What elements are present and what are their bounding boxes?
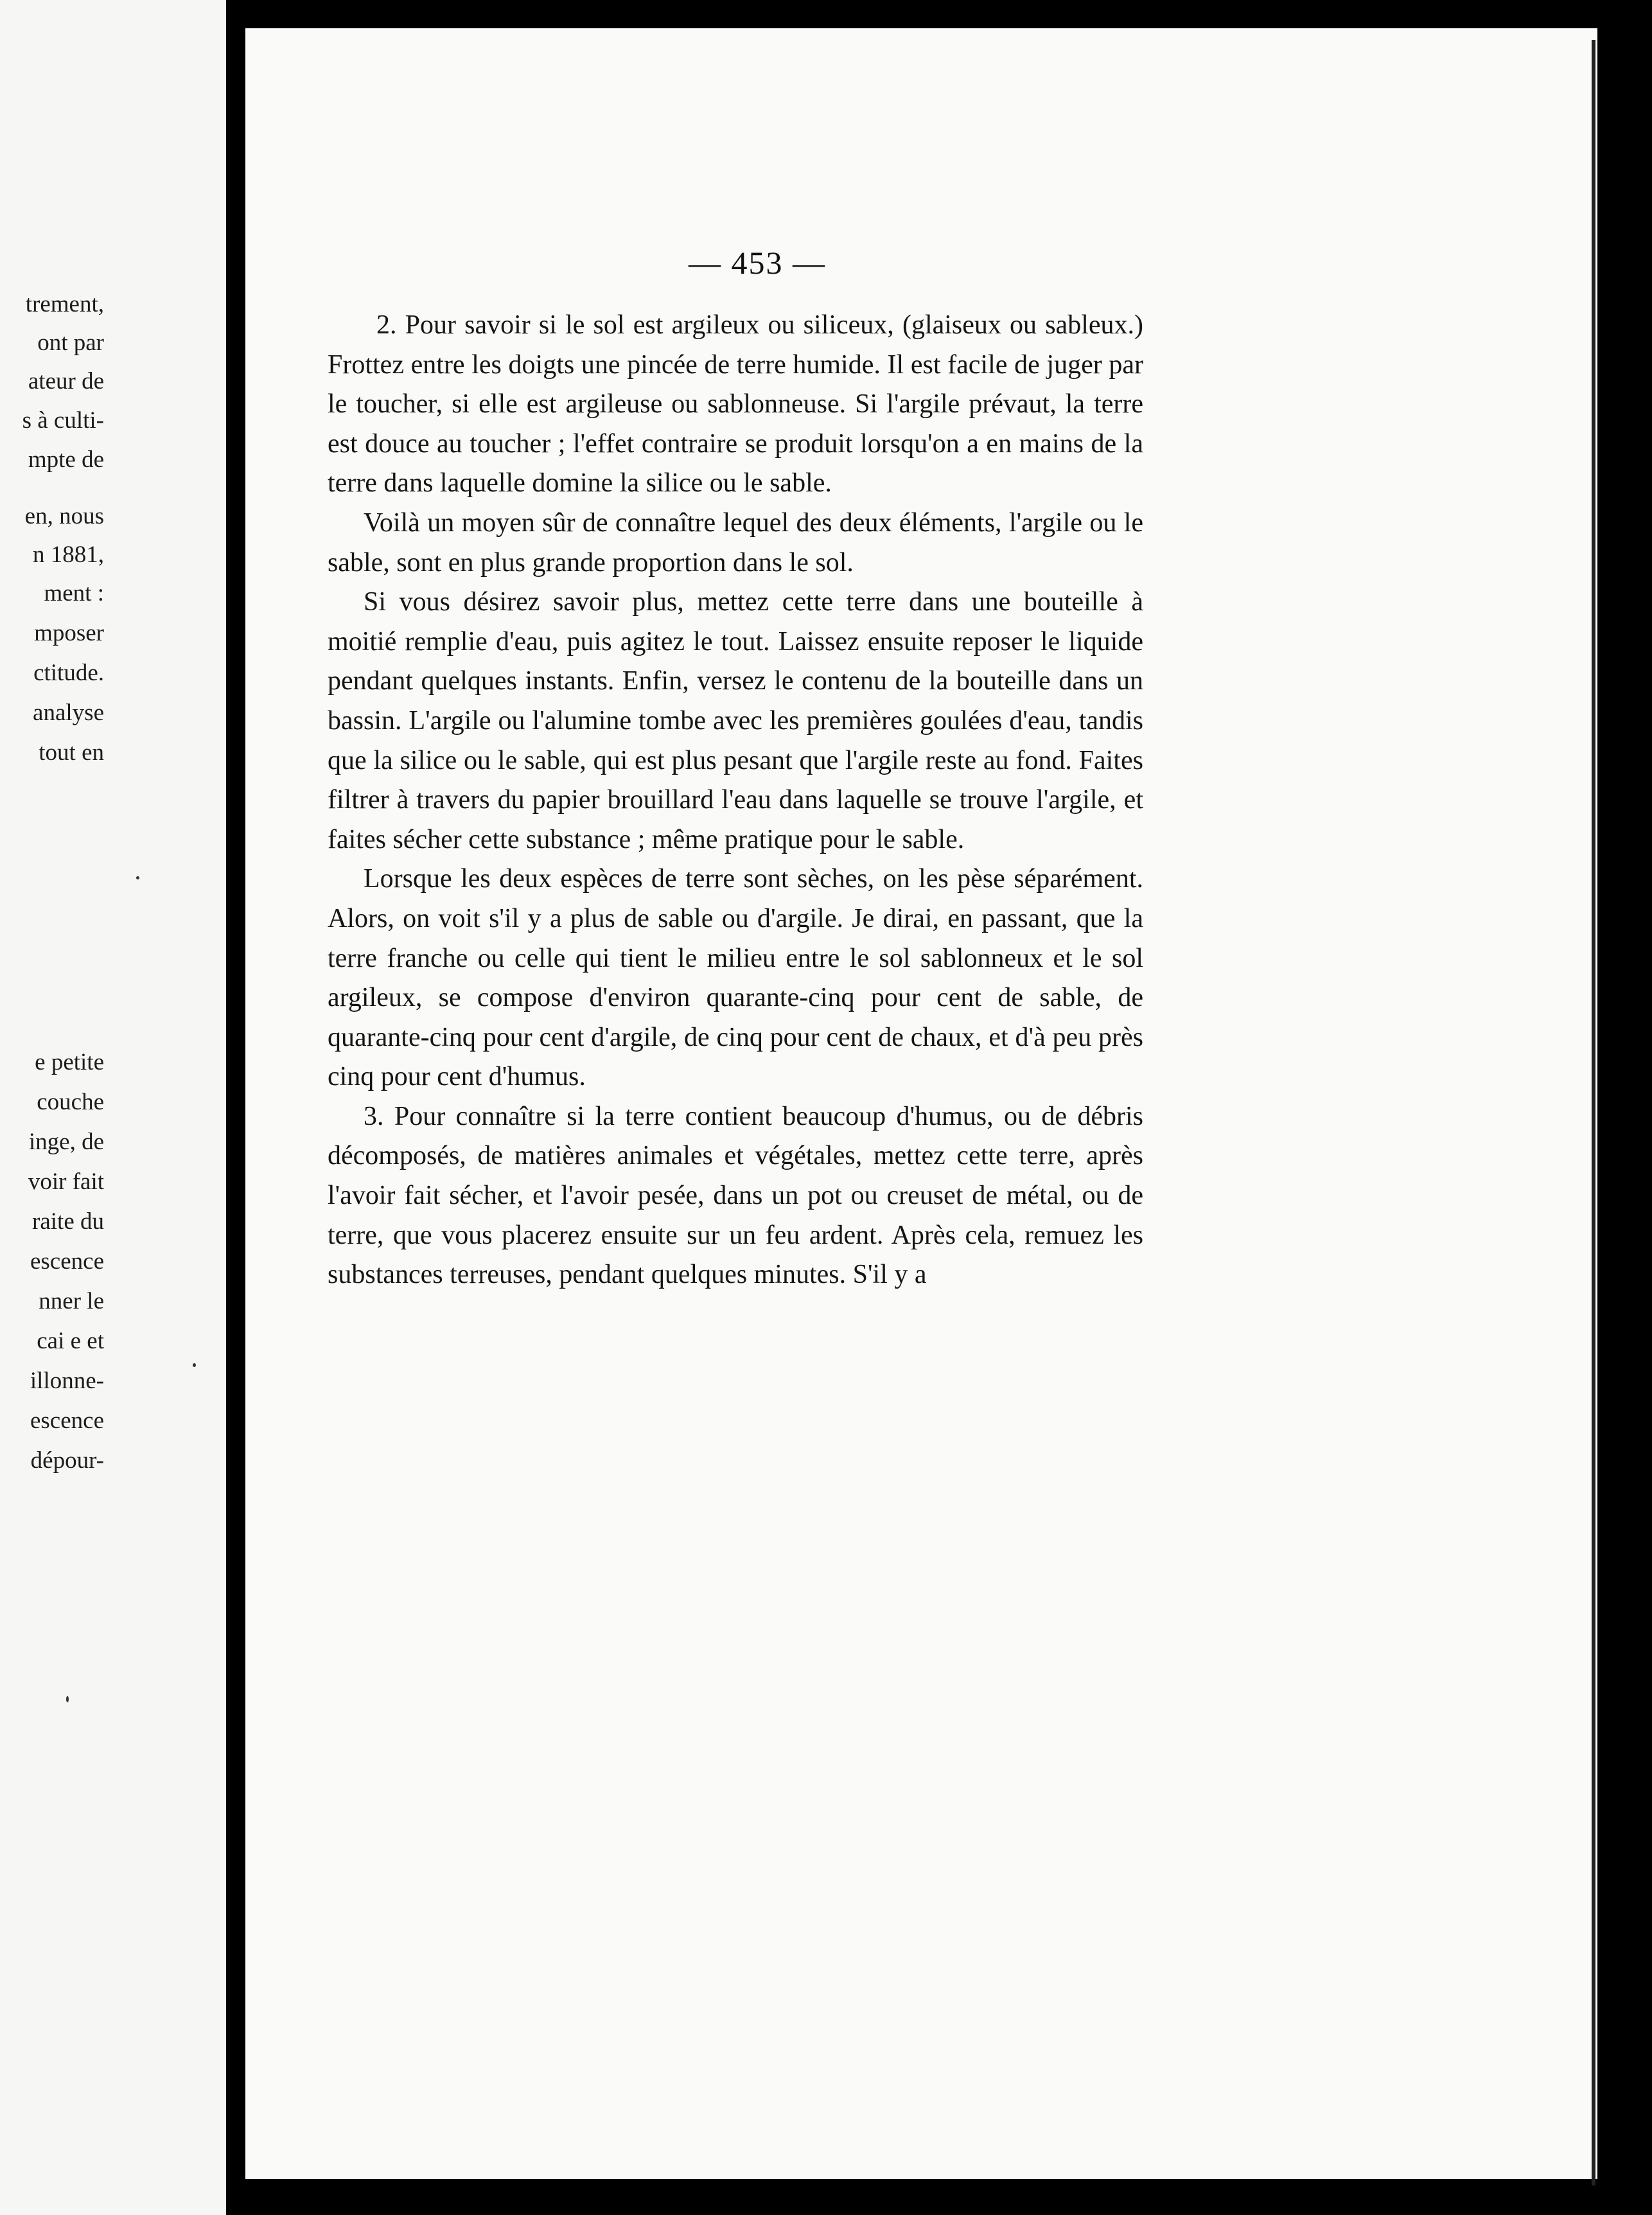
left-page-line: trement, <box>25 291 104 317</box>
paragraph: Voilà un moyen sûr de connaître lequel des deux éléments, l'argile ou le sable, sont en plus grande proportion dans le sol. <box>328 507 1143 578</box>
left-page-line: escence <box>30 1248 104 1275</box>
left-page-line: tout en <box>39 739 104 766</box>
print-speck <box>193 1363 196 1367</box>
left-page-line: s à culti- <box>22 407 104 434</box>
left-page-line: voir fait <box>28 1169 104 1195</box>
left-page-line: mposer <box>34 620 104 646</box>
left-page-line: couche <box>37 1089 104 1115</box>
left-page-line: raite du <box>32 1208 104 1235</box>
print-speck <box>66 1696 69 1702</box>
left-page-line: dépour- <box>30 1447 104 1474</box>
left-page-line: escence <box>30 1408 104 1434</box>
left-page-line: analyse <box>33 700 104 726</box>
left-facing-page <box>0 0 226 2215</box>
paragraph: Si vous désirez savoir plus, mettez cette terre dans une bouteille à moitié remplie d'eau, puis agitez le tout. Laissez ensuite reposer le liquide pendant quelques instants. Enfin, versez le contenu de la bouteille dans un bassin. L'argile ou l'alumine tombe avec les premières goulées d'eau, tandis que la silice ou le sable, qui est plus pesant que l'argile reste au fond. Faites filtrer à travers du papier brouillard l'eau dans laquelle se trouve l'argile, et faites sécher cette substance ; même pratique pour le sable. <box>328 587 1143 854</box>
left-page-line: e petite <box>35 1049 104 1075</box>
left-page-line: cai e et <box>37 1328 104 1354</box>
left-page-line: ment : <box>44 580 104 606</box>
left-page-line: ctitude. <box>33 660 104 686</box>
paragraph: Lorsque les deux espèces de terre sont sèches, on les pèse séparément. Alors, on voit s'il y a plus de sable ou d'argile. Je dirai, en passant, que la terre franche ou celle qui tient le milieu entre le sol sablonneux et le sol argileux, se compose d'environ quarante-cinq pour cent de sable, de quarante-cinq pour cent d'argile, de cinq pour cent de chaux, et d'à peu près cinq pour cent d'humus. <box>328 864 1143 1092</box>
body-text <box>328 306 1143 1295</box>
page-edge-shadow <box>1592 40 1595 2185</box>
left-page-line: ateur de <box>28 368 104 394</box>
left-page-line: inge, de <box>28 1129 104 1155</box>
left-page-line: mpte de <box>28 446 104 473</box>
left-page-line: n 1881, <box>33 542 104 568</box>
paragraph: 2. Pour savoir si le sol est argileux ou siliceux, (glaiseux ou sableux.) Frottez entre les doigts une pincée de terre humide. Il est facile de juger par le toucher, si elle est argileuse ou sablonneuse. Si l'argile prévaut, la terre est douce au toucher ; l'effet contraire se produit lorsqu'on a en mains de la terre dans laquelle domine la silice ou le sable. <box>328 310 1143 499</box>
left-page-line: nner le <box>39 1288 104 1314</box>
page-number: — 453 — <box>689 245 826 281</box>
paragraph: 3. Pour connaître si la terre contient beaucoup d'humus, ou de débris décomposés, de matières animales et végétales, mettez cette terre, après l'avoir fait sécher, et l'avoir pesée, dans un pot ou creuset de métal, ou de terre, que vous placerez ensuite sur un feu ardent. Après cela, remuez les substances terreuses, pendant quelques minutes. S'il y a <box>328 1101 1143 1290</box>
left-page-line: en, nous <box>24 503 104 529</box>
left-page-line: illonne- <box>30 1368 104 1394</box>
left-page-line: ont par <box>37 330 104 356</box>
print-speck <box>136 876 139 879</box>
